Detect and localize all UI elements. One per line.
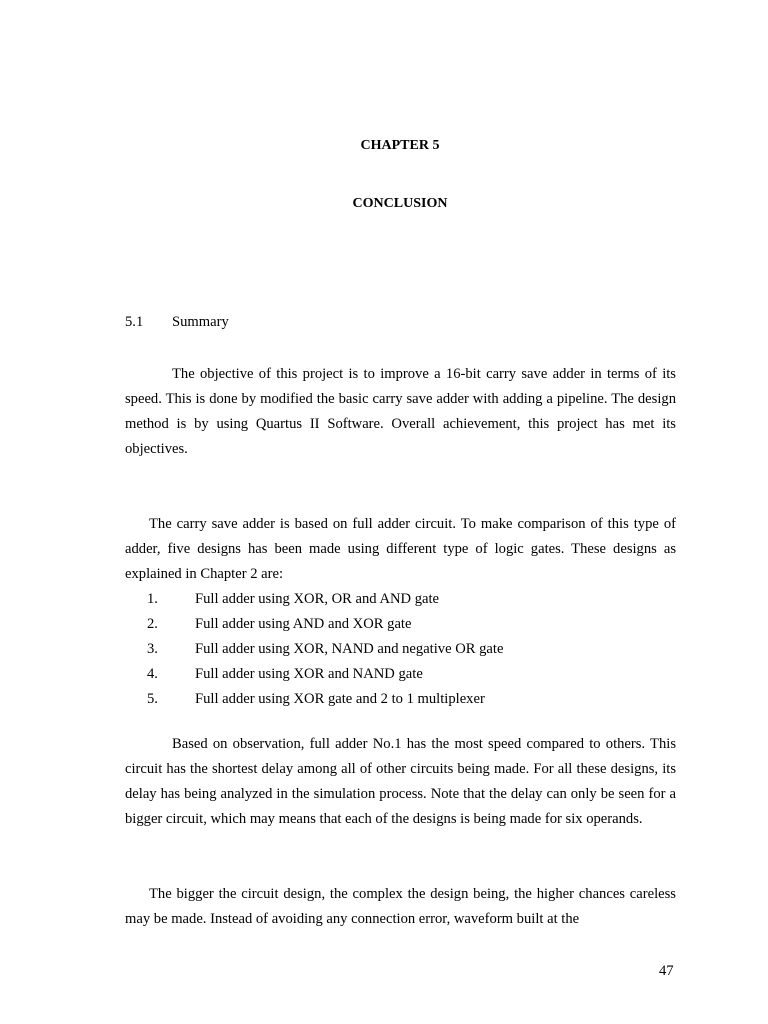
- list-item-text: Full adder using XOR, OR and AND gate: [195, 591, 440, 607]
- list-item-text: Full adder using XOR, NAND and negative OR gate: [195, 641, 504, 657]
- list-item-number: 1.: [147, 591, 158, 607]
- list-item-text: Full adder using XOR and NAND gate: [195, 666, 423, 682]
- paragraph-circuit-design: The bigger the circuit design, the complex the design being, the higher chances careless may be made. Instead of avoiding any connection error, waveform built at the: [125, 886, 676, 927]
- list-item-text: Full adder using XOR gate and 2 to 1 multiplexer: [195, 691, 485, 707]
- list-item-number: 3.: [147, 641, 158, 657]
- paragraph-carry-save-adder: The carry save adder is based on full adder circuit. To make comparison of this type of adder, five designs has been made using different type of logic gates. These designs as explained in Chapter 2 are:: [125, 516, 676, 582]
- section-heading: [125, 314, 229, 331]
- page-number: 47: [659, 963, 674, 979]
- paragraph-objective: The objective of this project is to improve a 16-bit carry save adder in terms of its speed. This is done by modified the basic carry save adder with adding a pipeline. The design method is by using Quartus II Software. Overall achievement, this project has met its objectives.: [125, 366, 676, 457]
- list-item-text: Full adder using AND and XOR gate: [195, 616, 412, 632]
- list-item: [125, 662, 676, 687]
- paragraph-observation: Based on observation, full adder No.1 has the most speed compared to others. This circuit has the shortest delay among all of other circuits being made. For all these designs, its delay has being analyzed in the simulation process. Note that the delay can only be seen for a bigger circuit, which may means that each of the designs is being made for six operands.: [125, 736, 676, 827]
- list-item: [125, 612, 676, 637]
- list-item: [125, 587, 676, 612]
- list-item-number: 4.: [147, 666, 158, 682]
- list-item-number: 2.: [147, 616, 158, 632]
- chapter-label: CHAPTER 5: [360, 138, 440, 153]
- section-number: 5.1: [125, 314, 144, 330]
- design-list: [125, 587, 676, 712]
- list-item-number: 5.: [147, 691, 158, 707]
- chapter-title: CONCLUSION: [352, 196, 448, 211]
- list-item: [125, 637, 676, 662]
- list-item: [125, 687, 676, 712]
- section-title: Summary: [172, 314, 229, 330]
